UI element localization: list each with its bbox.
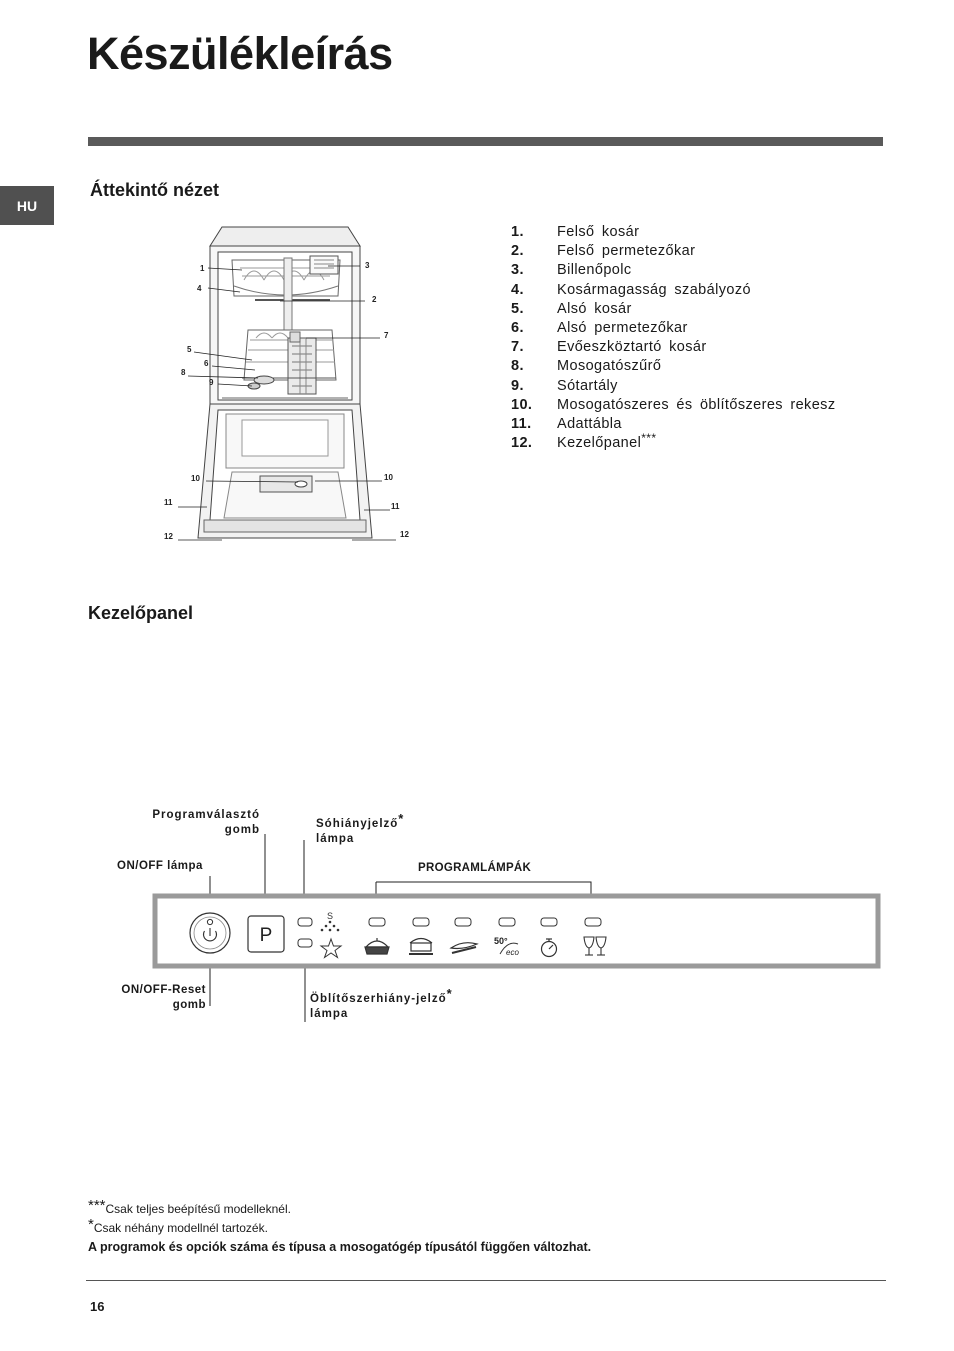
callout-1: 1	[200, 264, 205, 273]
control-panel-diagram	[100, 800, 890, 1030]
callout-7: 7	[384, 331, 389, 340]
callout-10-left: 10	[191, 474, 200, 483]
callout-6: 6	[204, 359, 209, 368]
program-lamps-label: PROGRAMLÁMPÁK	[418, 862, 532, 874]
program-lamp-4	[499, 918, 515, 926]
list-item: 4. Kosármagasság szabályozó	[511, 281, 751, 298]
rinse-aid-indicator-lamp	[298, 939, 312, 947]
page-title: Készülékleírás	[87, 28, 393, 79]
rinse-aid-indicator-label: Öblítőszerhiány-jelző* lámpa	[310, 986, 452, 1020]
parts-list	[511, 223, 835, 453]
callout-3: 3	[365, 261, 370, 270]
dishwasher-diagram	[160, 220, 430, 550]
callout-9: 9	[209, 378, 214, 387]
list-item: 10. Mosogatószeres és öblítőszeres rekesz	[511, 396, 836, 413]
salt-indicator-lamp	[298, 918, 312, 926]
overview-heading: Áttekintő nézet	[90, 180, 220, 200]
list-item: 1. Felső kosár	[511, 224, 640, 240]
callout-12-left: 12	[164, 532, 173, 541]
callout-10-right: 10	[384, 473, 393, 482]
svg-text:50°: 50°	[494, 936, 508, 946]
callout-2: 2	[372, 295, 377, 304]
onoff-reset-button[interactable]	[190, 913, 230, 953]
list-item: 7. Evőeszköztartó kosár	[511, 339, 707, 356]
program-lamp-5	[541, 918, 557, 926]
callout-12-right: 12	[400, 530, 409, 539]
list-item: 6. Alsó permetezőkar	[511, 319, 688, 336]
footnote-marker: ***	[641, 431, 657, 446]
svg-text:S: S	[326, 911, 334, 921]
program-lamp-6	[585, 918, 601, 926]
program-lamp-1	[369, 918, 385, 926]
list-item: 5. Alsó kosár	[511, 300, 632, 317]
list-item: 12. Kezelőpanel***	[511, 431, 657, 452]
list-item: 9. Sótartály	[511, 377, 618, 394]
title-rule	[88, 137, 883, 146]
program-lamp-3	[455, 918, 471, 926]
program-selector-label: Programválasztó gomb	[152, 809, 260, 836]
footer-rule	[86, 1280, 886, 1281]
list-item: 3. Billenőpolc	[511, 262, 632, 279]
svg-text:eco: eco	[506, 948, 519, 957]
list-item: 8. Mosogatószűrő	[511, 358, 662, 375]
footnote-full-integrated: ***Csak teljes beépítésű modelleknél.	[88, 1197, 291, 1216]
language-tab: HU	[0, 186, 54, 225]
programs-vary-note: A programok és opciók száma és típusa a mosogatógép típusától függően változhat.	[88, 1240, 592, 1254]
salt-indicator-label: Sóhiányjelző* lámpa	[316, 811, 404, 845]
page-number: 16	[90, 1299, 105, 1314]
callout-11-left: 11	[164, 498, 173, 507]
onoff-reset-label: ON/OFF-Reset gomb	[121, 984, 206, 1011]
list-item: 11. Adattábla	[511, 415, 622, 432]
list-item: 2. Felső permetezőkar	[511, 243, 696, 260]
callout-5: 5	[187, 345, 192, 354]
callout-8: 8	[181, 368, 186, 377]
program-selector-button[interactable]	[248, 916, 284, 952]
control-panel-heading: Kezelőpanel	[88, 603, 194, 623]
onoff-lamp-label: ON/OFF lámpa	[117, 860, 203, 872]
callout-4: 4	[197, 284, 202, 293]
program-lamp-2	[413, 918, 429, 926]
callout-11-right: 11	[391, 502, 400, 511]
footnote-some-models: *Csak néhány modellnél tartozék.	[88, 1216, 268, 1235]
svg-text:P: P	[259, 925, 273, 946]
